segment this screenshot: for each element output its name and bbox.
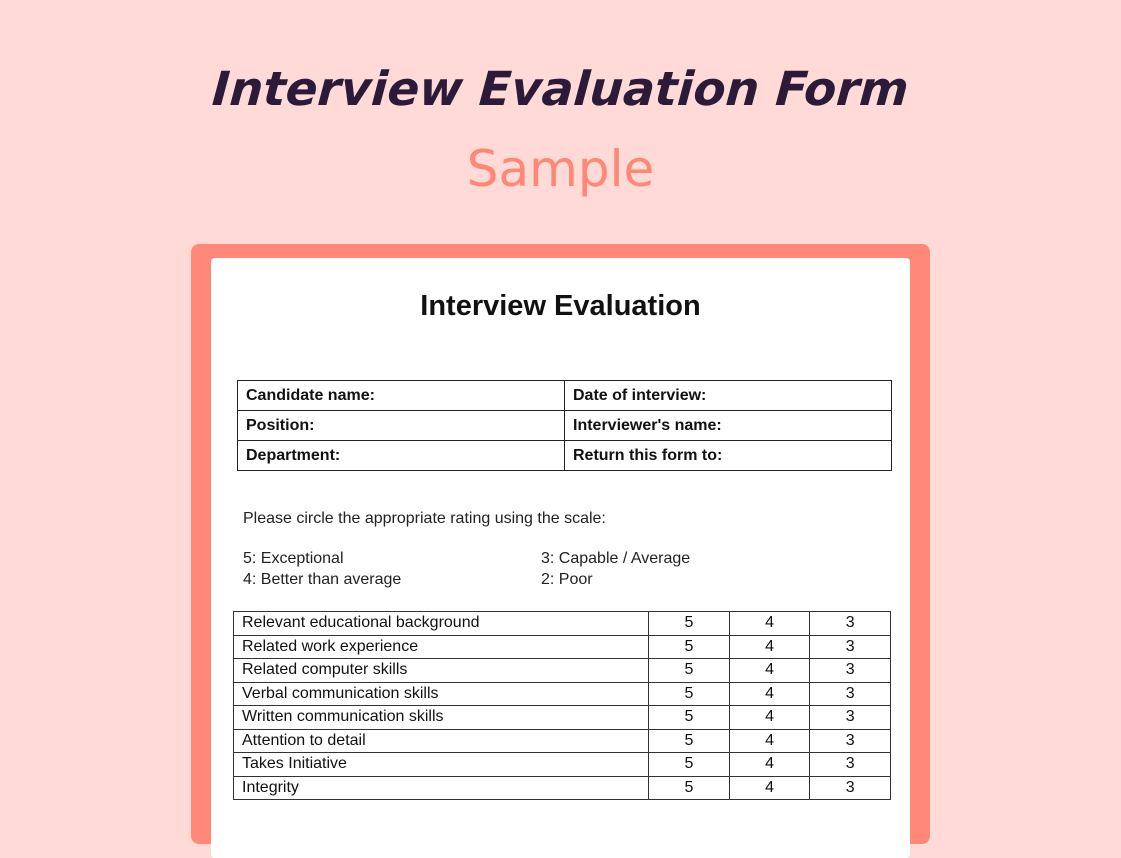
- rating-option[interactable]: 5: [649, 659, 730, 683]
- rating-option[interactable]: 4: [729, 612, 810, 636]
- rating-option[interactable]: 3: [810, 753, 891, 777]
- rating-option[interactable]: 4: [729, 729, 810, 753]
- hero-subtitle: Sample: [466, 140, 655, 198]
- scale-item: 5: Exceptional: [243, 550, 344, 567]
- criterion-label: Relevant educational background: [234, 612, 649, 636]
- criterion-label: Takes Initiative: [234, 753, 649, 777]
- criterion-label: Attention to detail: [234, 729, 649, 753]
- rating-option[interactable]: 3: [810, 706, 891, 730]
- rating-row: [234, 706, 891, 730]
- info-field-label: Position:: [238, 411, 565, 441]
- rating-option[interactable]: 3: [810, 635, 891, 659]
- info-row: [238, 381, 892, 411]
- rating-instruction: Please circle the appropriate rating using the scale:: [243, 510, 606, 527]
- info-field-label: Interviewer's name:: [565, 411, 892, 441]
- rating-option[interactable]: 4: [729, 659, 810, 683]
- rating-row: [234, 612, 891, 636]
- criterion-label: Written communication skills: [234, 706, 649, 730]
- rating-option[interactable]: 5: [649, 706, 730, 730]
- criterion-label: Verbal communication skills: [234, 682, 649, 706]
- rating-option[interactable]: 5: [649, 635, 730, 659]
- rating-row: [234, 635, 891, 659]
- info-table: [237, 380, 892, 471]
- criterion-label: Related computer skills: [234, 659, 649, 683]
- rating-table: [233, 611, 891, 800]
- scale-legend-right: [541, 548, 690, 590]
- rating-option[interactable]: 4: [729, 776, 810, 800]
- rating-option[interactable]: 3: [810, 682, 891, 706]
- info-field-label: Department:: [238, 441, 565, 471]
- rating-option[interactable]: 5: [649, 612, 730, 636]
- criterion-label: Related work experience: [234, 635, 649, 659]
- document-preview: [211, 258, 910, 858]
- rating-option[interactable]: 5: [649, 682, 730, 706]
- rating-option[interactable]: 3: [810, 729, 891, 753]
- info-field-label: Candidate name:: [238, 381, 565, 411]
- rating-row: [234, 682, 891, 706]
- info-row: [238, 441, 892, 471]
- rating-option[interactable]: 4: [729, 706, 810, 730]
- rating-row: [234, 659, 891, 683]
- rating-option[interactable]: 4: [729, 753, 810, 777]
- rating-option[interactable]: 3: [810, 776, 891, 800]
- rating-row: [234, 729, 891, 753]
- rating-option[interactable]: 3: [810, 659, 891, 683]
- rating-option[interactable]: 4: [729, 635, 810, 659]
- scale-item: 3: Capable / Average: [541, 550, 691, 567]
- rating-option[interactable]: 5: [649, 729, 730, 753]
- scale-item: 4: Better than average: [243, 571, 402, 588]
- info-field-label: Date of interview:: [565, 381, 892, 411]
- document-title: Interview Evaluation: [420, 290, 701, 322]
- criterion-label: Integrity: [234, 776, 649, 800]
- rating-row: [234, 776, 891, 800]
- info-field-label: Return this form to:: [565, 441, 892, 471]
- rating-option[interactable]: 5: [649, 776, 730, 800]
- scale-item: 2: Poor: [541, 571, 593, 588]
- rating-option[interactable]: 5: [649, 753, 730, 777]
- hero-title: Interview Evaluation Form: [210, 62, 911, 117]
- rating-option[interactable]: 4: [729, 682, 810, 706]
- rating-option[interactable]: 3: [810, 612, 891, 636]
- scale-legend-left: [243, 548, 401, 590]
- info-row: [238, 411, 892, 441]
- rating-row: [234, 753, 891, 777]
